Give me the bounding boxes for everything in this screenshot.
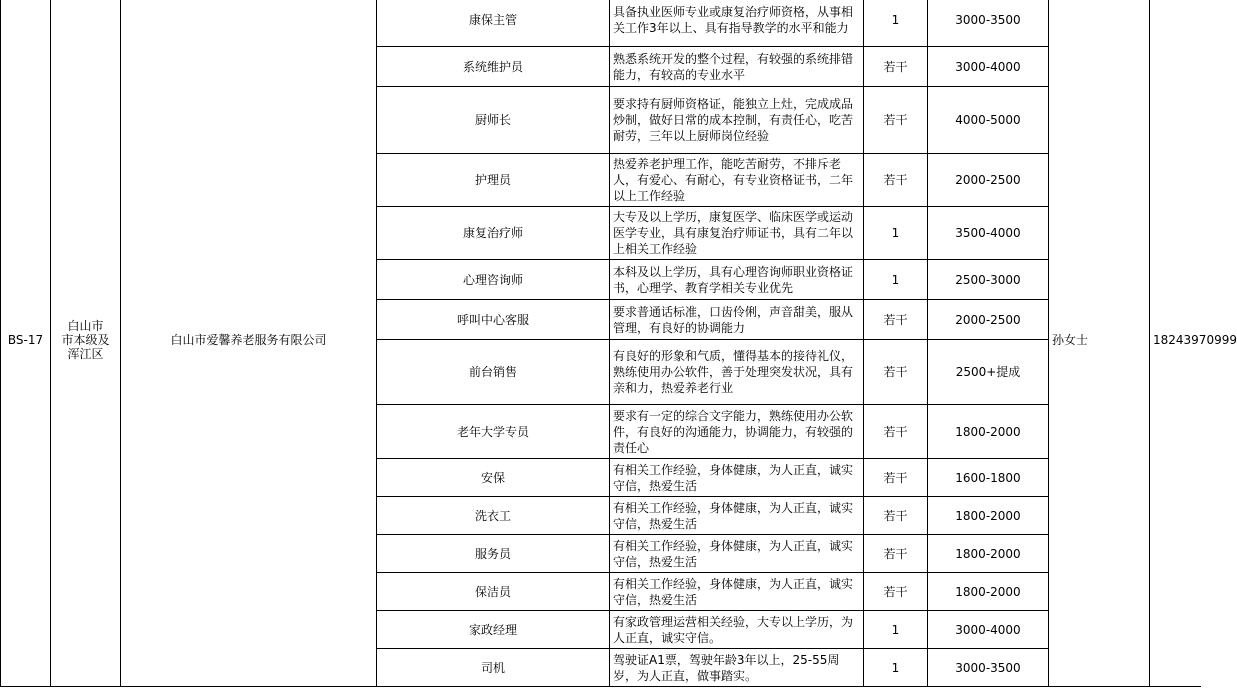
count-cell: 若干: [864, 497, 928, 535]
count-cell: 若干: [864, 535, 928, 573]
count-cell: 1: [864, 207, 928, 260]
position-cell: 呼叫中心客服: [377, 300, 610, 340]
contact-cell: 孙女士: [1049, 0, 1150, 687]
position-cell: 系统维护员: [377, 47, 610, 87]
requirement-cell: 要求持有厨师资格证，能独立上灶，完成成品炒制，做好日常的成本控制，有责任心，吃苦耐劳，三年以上厨师岗位经验: [610, 87, 864, 154]
requirement-cell: 有相关工作经验，身体健康，为人正直，诚实守信，热爱生活: [610, 573, 864, 611]
salary-cell: 1600-1800: [928, 459, 1049, 497]
code-cell: BS-17: [1, 0, 51, 687]
position-cell: 康保主管: [377, 0, 610, 47]
requirement-cell: 有相关工作经验，身体健康，为人正直，诚实守信，热爱生活: [610, 459, 864, 497]
requirement-cell: 大专及以上学历，康复医学、临床医学或运动医学专业，具有康复治疗师证书，具有二年以上相关工作经验: [610, 207, 864, 260]
requirement-cell: 熟悉系统开发的整个过程，有较强的系统排错能力，有较高的专业水平: [610, 47, 864, 87]
phone-cell: 18243970999: [1150, 0, 1201, 687]
salary-cell: 3000-4000: [928, 611, 1049, 649]
salary-cell: 1800-2000: [928, 535, 1049, 573]
position-cell: 前台销售: [377, 340, 610, 405]
count-cell: 若干: [864, 459, 928, 497]
region-cell: 白山市 市本级及 浑江区: [51, 0, 121, 687]
salary-cell: 3000-3500: [928, 0, 1049, 47]
position-cell: 老年大学专员: [377, 405, 610, 459]
requirement-cell: 有良好的形象和气质，懂得基本的接待礼仪，熟练使用办公软件，善于处理突发状况，具有亲和力，热爱养老行业: [610, 340, 864, 405]
requirement-cell: 热爱养老护理工作，能吃苦耐劳，不排斥老人，有爱心、有耐心，有专业资格证书，二年以上工作经验: [610, 154, 864, 207]
count-cell: 若干: [864, 573, 928, 611]
position-cell: 心理咨询师: [377, 260, 610, 300]
count-cell: 若干: [864, 300, 928, 340]
salary-cell: 3500-4000: [928, 207, 1049, 260]
salary-cell: 2500+提成: [928, 340, 1049, 405]
position-cell: 厨师长: [377, 87, 610, 154]
salary-cell: 3000-4000: [928, 47, 1049, 87]
salary-cell: 1800-2000: [928, 405, 1049, 459]
requirement-cell: 有相关工作经验，身体健康，为人正直，诚实守信，热爱生活: [610, 535, 864, 573]
position-cell: 康复治疗师: [377, 207, 610, 260]
position-cell: 保洁员: [377, 573, 610, 611]
position-cell: 洗衣工: [377, 497, 610, 535]
table-row: [1, 0, 1201, 47]
requirement-cell: 有相关工作经验，身体健康，为人正直，诚实守信，热爱生活: [610, 497, 864, 535]
count-cell: 若干: [864, 340, 928, 405]
table-body: [1, 0, 1237, 687]
salary-cell: 3000-3500: [928, 649, 1049, 687]
position-cell: 服务员: [377, 535, 610, 573]
salary-cell: 2000-2500: [928, 300, 1049, 340]
requirement-cell: 要求有一定的综合文字能力，熟练使用办公软件，有良好的沟通能力，协调能力，有较强的责任心: [610, 405, 864, 459]
requirement-cell: 本科及以上学历，具有心理咨询师职业资格证书，心理学、教育学相关专业优先: [610, 260, 864, 300]
company-cell: 白山市爱馨养老服务有限公司: [121, 0, 377, 687]
salary-cell: 2500-3000: [928, 260, 1049, 300]
position-cell: 护理员: [377, 154, 610, 207]
count-cell: 1: [864, 611, 928, 649]
count-cell: 若干: [864, 405, 928, 459]
requirement-cell: 具备执业医师专业或康复治疗师资格，从事相关工作3年以上、具有指导教学的水平和能力: [610, 0, 864, 47]
count-cell: 若干: [864, 154, 928, 207]
salary-cell: 4000-5000: [928, 87, 1049, 154]
salary-cell: 1800-2000: [928, 573, 1049, 611]
count-cell: 1: [864, 260, 928, 300]
salary-cell: 1800-2000: [928, 497, 1049, 535]
position-cell: 安保: [377, 459, 610, 497]
count-cell: 1: [864, 649, 928, 687]
salary-cell: 2000-2500: [928, 154, 1049, 207]
requirement-cell: 驾驶证A1票，驾驶年龄3年以上，25-55周岁，为人正直，做事踏实。: [610, 649, 864, 687]
count-cell: 1: [864, 0, 928, 47]
count-cell: 若干: [864, 47, 928, 87]
requirement-cell: 有家政管理运营相关经验，大专以上学历，为人正直，诚实守信。: [610, 611, 864, 649]
position-cell: 司机: [377, 649, 610, 687]
position-cell: 家政经理: [377, 611, 610, 649]
requirement-cell: 要求普通话标准，口齿伶俐，声音甜美，服从管理，有良好的协调能力: [610, 300, 864, 340]
count-cell: 若干: [864, 87, 928, 154]
